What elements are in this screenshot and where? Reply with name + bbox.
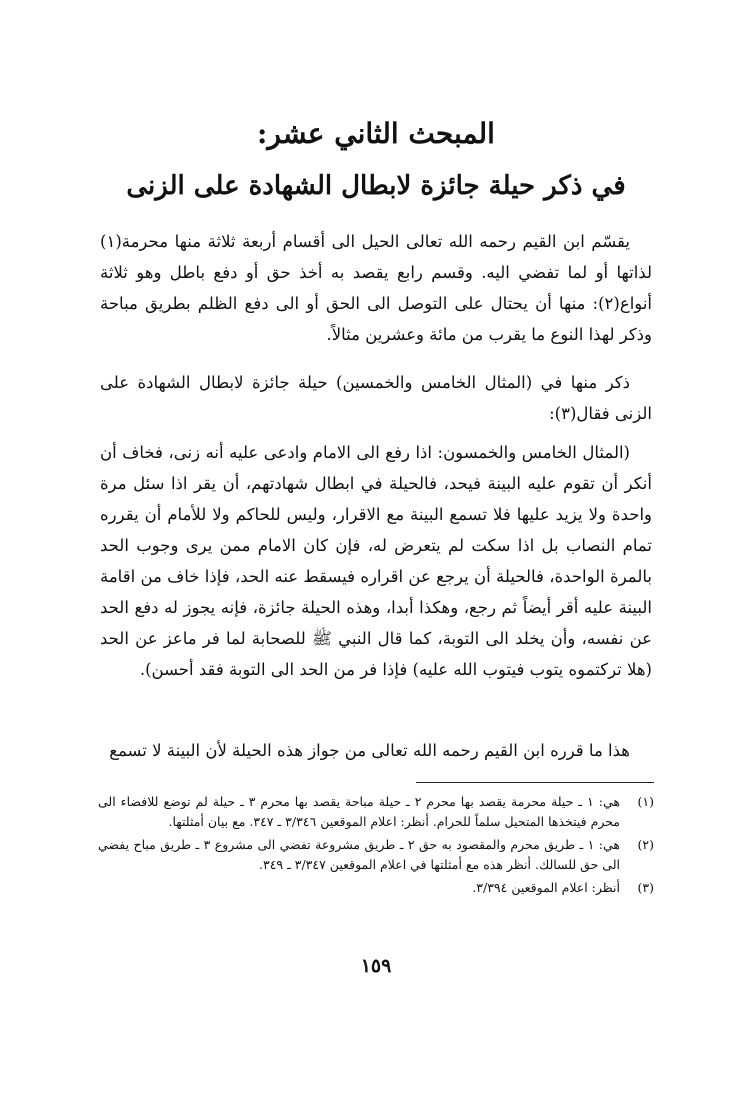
section-subtitle: في ذكر حيلة جائزة لابطال الشهادة على الزنى (126, 171, 626, 201)
footnote-3 (98, 878, 654, 898)
footnote-text: هي: ١ ـ حيلة محرمة يقصد بها محرم ٢ ـ حيلة مباحة يقصد بها محرم ٣ ـ حيلة لم توضع للافضاء الى محرم فيتخذها المتحيل سلماً للحرام. أنظر: اعلام الموقعين ٣/٣٤٦ ـ ٣٤٧. مع بيان أمثلتها. (98, 794, 620, 829)
section-title: المبحث الثاني عشر: (257, 117, 495, 150)
page-number: ١٥٩ (360, 955, 392, 977)
footnote-number: (٣) (637, 880, 654, 895)
paragraph-4 (100, 735, 652, 766)
paragraph-2 (100, 367, 652, 429)
footnote-text: أنظر: اعلام الموقعين ٣/٣٩٤. (472, 880, 620, 895)
footnote-number: (٢) (637, 837, 654, 852)
footnote-divider (416, 782, 654, 783)
paragraph-1 (100, 226, 652, 350)
footnotes (98, 792, 654, 901)
paragraph-1-text: يقسّم ابن القيم رحمه الله تعالى الحيل الى أقسام أربعة ثلاثة منها محرمة(١) لذاتها أو لما تفضي اليه. وقسم رابع يقصد به أخذ حق أو دفع باطل وهو ثلاثة أنواع(٢): منها أن يحتال على التوصل الى الحق أو الى دفع الظلم بطريق مباحة وذكر لهذا النوع ما يقرب من مائة وعشرين مثالاً. (100, 232, 652, 344)
footnote-number: (١) (637, 794, 654, 809)
footnote-2 (98, 835, 654, 875)
footnote-text: هي: ١ ـ طريق محرم والمقصود به حق ٢ ـ طريق مشروعة تفضي الى مشروع ٣ ـ طريق مباح يفضي الى حق للسالك. أنظر هذه مع أمثلتها في اعلام الموقعين ٣/٣٤٧ ـ ٣٤٩. (98, 837, 620, 872)
paragraph-4-text: هذا ما قرره ابن القيم رحمه الله تعالى من جواز هذه الحيلة لأن البينة لا تسمع (109, 741, 630, 760)
paragraph-2-text: ذكر منها في (المثال الخامس والخمسين) حيلة جائزة لابطال الشهادة على الزنى فقال(٣): (100, 373, 652, 423)
quoted-paragraph (100, 437, 652, 685)
quoted-paragraph-text: (المثال الخامس والخمسون: اذا رفع الى الامام وادعى عليه أنه زنى، فخاف أن أنكر أن تقوم عليه البينة فيحد، فالحيلة في ابطال شهادتهم، أن يقر اذا سئل مرة واحدة ولا يزيد عليها فلا تسمع البينة مع الاقرار، وليس للحاكم ولا للأمام أن يقرره تمام النصاب بل اذا سكت لم يتعرض له، فإن كان الامام ممن يرى وجوب الحد بالمرة الواحدة، فالحيلة أن يرجع عن اقراره فيسقط عنه الحد، فإذا خاف من اقامة البينة عليه أقر أيضاً ثم رجع، وهكذا أبدا، وهذه الحيلة جائزة، فإنه يجوز له دفع الحد عن نفسه، وأن يخلد الى التوبة، كما قال النبي ﷺ للصحابة لما فر ماعز عن الحد (هلا تركتموه يتوب فيتوب الله عليه) فإذا فر من الحد الى التوبة فقد أحسن). (100, 443, 652, 679)
footnote-1 (98, 792, 654, 832)
